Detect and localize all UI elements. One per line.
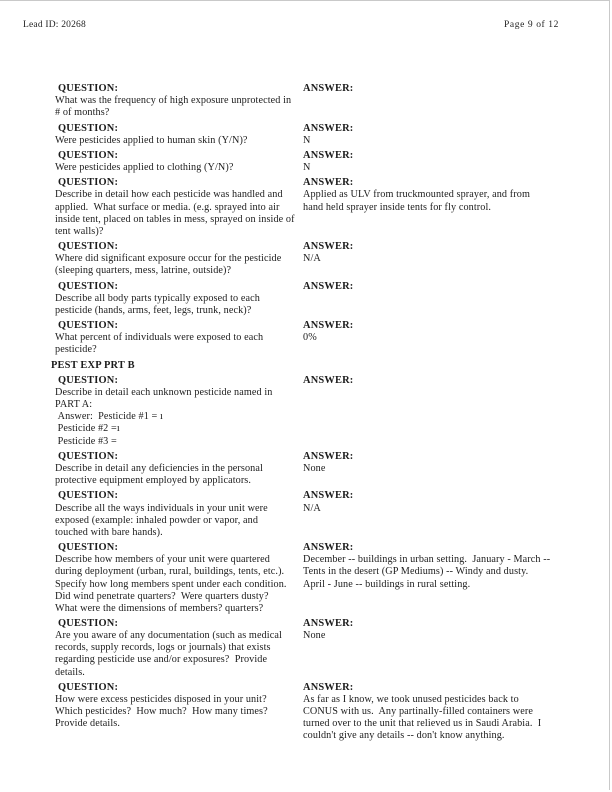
answer-label: ANSWER: [303,541,354,553]
text-line: touched with bare hands). [55,526,163,538]
qa-block [55,618,579,679]
text-line: What percent of individuals were exposed to each [55,332,264,344]
section-header: PEST EXP PRT B [51,359,135,371]
text-line: Describe how members of your unit were quartered [55,554,270,566]
answer-column [303,177,579,214]
text-line: April - June -- buildings in rural setting. [303,578,471,590]
text-line: Tents in the desert (GP Mediums) -- Windy and dusty. [303,566,529,578]
text-line: None [303,630,326,642]
answer-column [303,542,579,591]
answer-label: ANSWER: [303,681,354,693]
text-line: What was the frequency of high exposure unprotected in [55,95,292,107]
text-line: Which pesticides? How much? How many times? [55,706,268,718]
text-line: Specify how long members spent under each condition. [55,578,287,590]
text-line: during deployment (urban, rural, buildings, tents, etc.). [55,566,285,578]
answer-text [303,503,579,515]
question-column [55,150,303,174]
text-line: regarding pesticide use and/or exposures? Provide [55,654,268,666]
answer-label: ANSWER: [303,320,354,332]
qa-block [55,83,579,120]
text-line: Describe all the ways individuals in your unit were [55,502,268,514]
answer-column [303,320,579,344]
answer-label: ANSWER: [303,149,354,161]
text-line: # of months? [55,107,110,119]
qa-block [55,281,579,318]
answer-column [303,618,579,642]
qa-block [55,375,579,448]
text-line: Did wind penetrate quarters? Were quarters dusty? [55,590,269,602]
answer-text [303,694,579,743]
page-header [23,20,559,31]
question-label: QUESTION: [58,450,119,462]
text-line: PART A: [55,399,93,411]
text-line: Answer: Pesticide #1 = ı [55,411,163,423]
text-line: N [303,162,311,174]
answer-column [303,682,579,743]
text-line: pesticide (hands, arms, feet, legs, trunk, neck)? [55,304,252,316]
text-line: Describe in detail how each pesticide was handled and [55,189,283,201]
text-line: couldn't give any details -- don't know anything. [303,730,505,742]
answer-label: ANSWER: [303,177,354,189]
answer-label: ANSWER: [303,83,354,94]
question-text [55,332,303,356]
answer-column [303,375,579,387]
question-label: QUESTION: [58,280,119,292]
text-line: Were pesticides applied to human skin (Y/N)? [55,134,248,146]
text-line: None [303,463,326,474]
qa-block [55,241,579,278]
text-line: Where did significant exposure occur for the pesticide [55,253,282,265]
answer-column [303,241,579,265]
answer-label: ANSWER: [303,617,354,629]
text-line: How were excess pesticides disposed in your unit? [55,694,267,705]
answer-column [303,123,579,147]
question-text [55,387,303,448]
question-label: QUESTION: [58,617,119,629]
text-line: Are you aware of any documentation (such as medical [55,630,282,642]
question-label: QUESTION: [58,177,119,189]
page-number-label: Page 9 of 12 [504,20,559,30]
question-label: QUESTION: [58,241,119,253]
answer-text [303,463,579,475]
text-line: Describe all body parts typically exposed to each [55,292,260,304]
question-text [55,253,303,277]
question-label: QUESTION: [58,374,119,386]
qa-block [55,451,579,488]
text-line: turned over to the unit that relieved us in Saudi Arabia. I [303,718,542,730]
text-line: What were the dimensions of members? quarters? [55,602,264,614]
qa-block [55,320,579,357]
qa-block [55,490,579,539]
text-line: Pesticide #3 = [55,435,117,447]
answer-column [303,451,579,475]
answer-text [303,630,579,642]
text-line: tent walls)? [55,225,104,237]
question-label: QUESTION: [58,541,119,553]
question-column [55,375,303,448]
question-column [55,618,303,679]
question-column [55,123,303,147]
question-text [55,463,303,487]
question-column [55,490,303,539]
question-label: QUESTION: [58,320,119,332]
question-text [55,162,303,174]
text-line: 0% [303,332,317,344]
text-line: pesticide? [55,344,97,356]
question-label: QUESTION: [58,122,119,134]
answer-label: ANSWER: [303,122,354,134]
question-label: QUESTION: [58,83,119,94]
question-column [55,241,303,278]
answer-label: ANSWER: [303,374,354,386]
question-column [55,177,303,238]
qa-block [55,150,579,174]
answer-text [303,135,579,147]
answer-column [303,83,579,95]
text-line: Were pesticides applied to clothing (Y/N)? [55,162,234,174]
text-line: exposed (example: inhaled powder or vapor, and [55,514,259,526]
text-line: (sleeping quarters, mess, latrine, outside)? [55,265,232,277]
text-line: hand held sprayer inside tents for fly control. [303,201,492,213]
text-line: protective equipment employed by applicators. [55,475,252,487]
answer-column [303,281,579,293]
answer-text [303,189,579,213]
question-text [55,189,303,238]
answer-label: ANSWER: [303,450,354,462]
text-line: applied. What surface or media. (e.g. sprayed into air [55,201,280,213]
question-text [55,630,303,679]
text-line: Applied as ULV from truckmounted sprayer, and from [303,189,530,201]
question-column [55,83,303,120]
question-text [55,554,303,615]
question-column [55,682,303,731]
question-column [55,281,303,318]
question-text [55,135,303,147]
answer-label: ANSWER: [303,490,354,502]
question-label: QUESTION: [58,681,119,693]
text-line: N/A [303,502,321,514]
text-line: Pesticide #2 =ı [55,423,120,435]
answer-column [303,150,579,174]
qa-block [55,682,579,743]
text-line: Provide details. [55,718,120,730]
question-text [55,95,303,119]
qa-block [55,542,579,615]
question-column [55,542,303,615]
answer-text [303,332,579,344]
answer-text [303,162,579,174]
answer-text [303,554,579,590]
text-line: N [303,134,311,146]
answer-label: ANSWER: [303,280,354,292]
text-line: inside tent, placed on tables in mess, sprayed on inside of [55,213,295,225]
answer-label: ANSWER: [303,241,354,253]
question-column [55,451,303,488]
text-line: December -- buildings in urban setting. January - March -- [303,554,551,566]
text-line: details. [55,666,85,678]
answer-text [303,253,579,265]
text-line: Describe in detail any deficiencies in the personal [55,463,263,474]
text-line: Describe in detail each unknown pesticide named in [55,387,273,399]
question-label: QUESTION: [58,149,119,161]
question-text [55,694,303,730]
question-label: QUESTION: [58,490,119,502]
text-line: As far as I know, we took unused pesticides back to [303,694,519,705]
qa-list [51,83,579,746]
answer-column [303,490,579,514]
lead-id-label: Lead ID: 20268 [23,20,86,30]
question-text [55,503,303,539]
qa-block [55,177,579,238]
question-text [55,293,303,317]
text-line: records, supply records, logs or journals) that exists [55,642,271,654]
text-line: N/A [303,253,321,265]
qa-block [55,123,579,147]
text-line: CONUS with us. Any partinally-filled containers were [303,706,533,718]
question-column [55,320,303,357]
